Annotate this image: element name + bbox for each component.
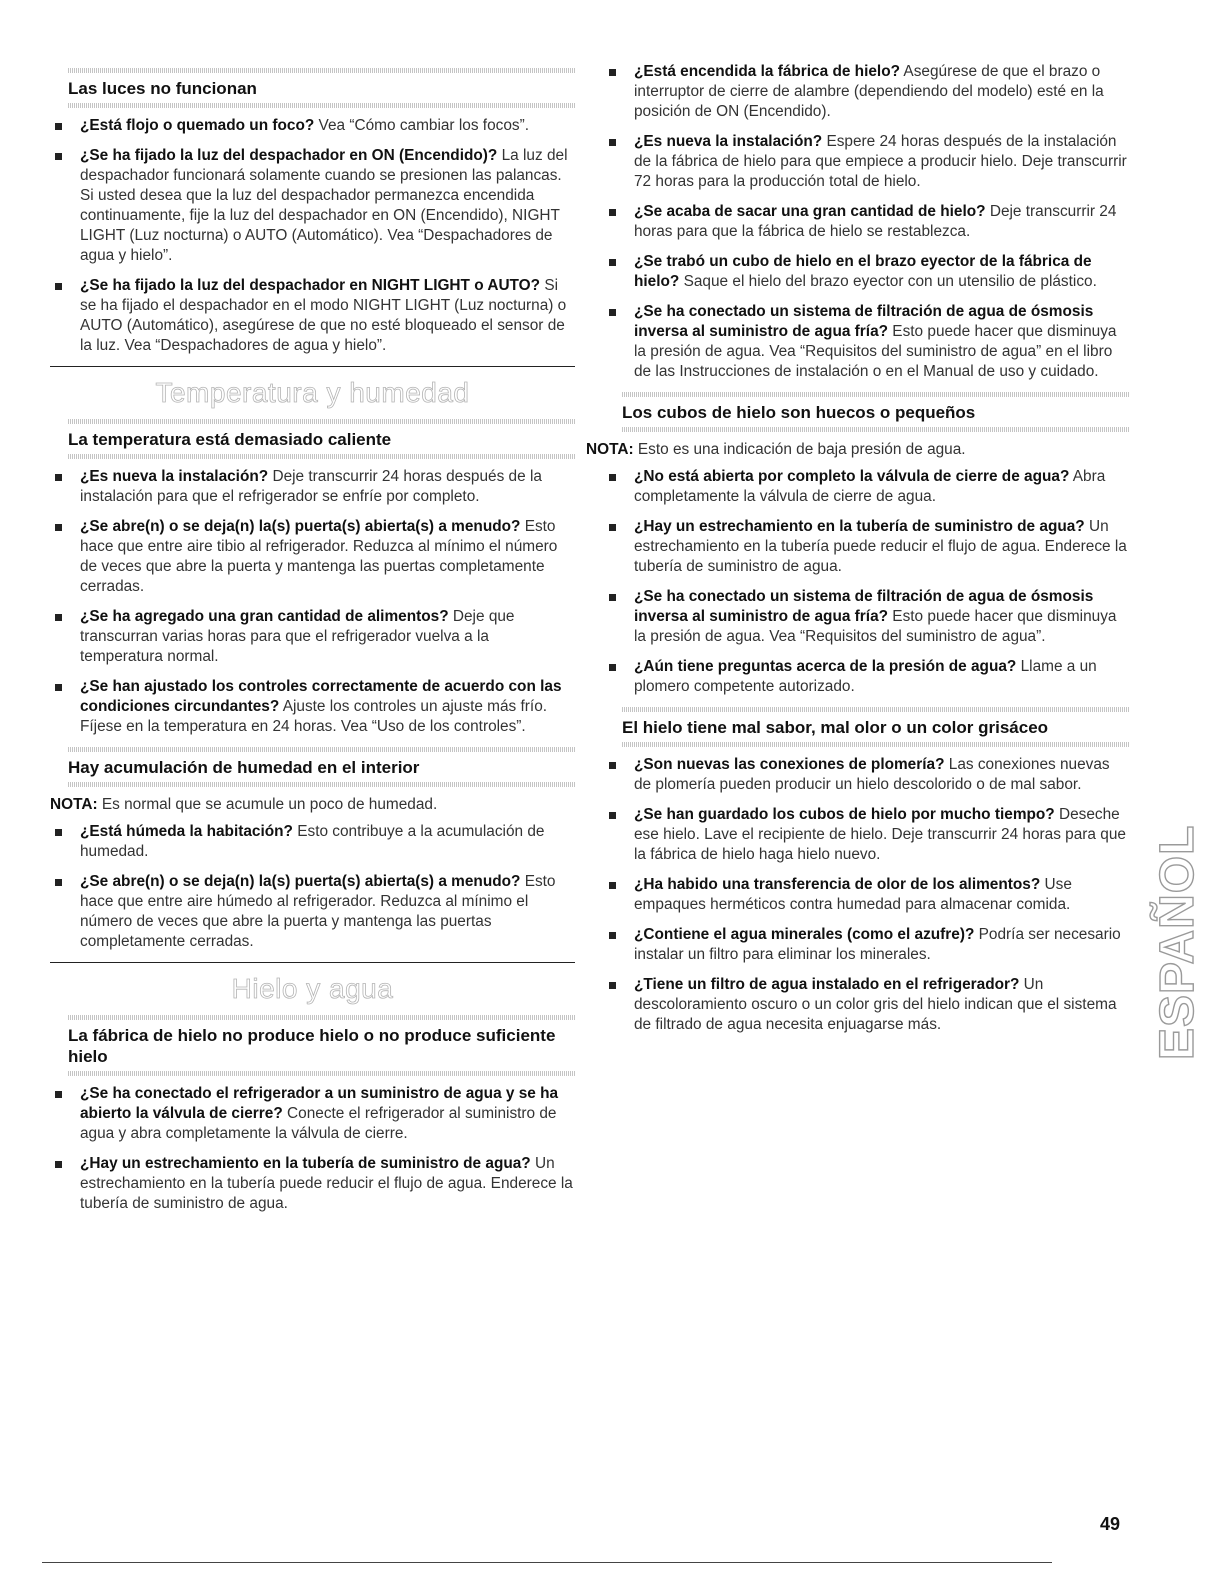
note-text: Es normal que se acumule un poco de humedad. xyxy=(97,796,438,813)
note-label: NOTA: xyxy=(50,796,98,813)
item-text: Esto hace que entre aire húmedo al refrigerador. Reduzca al mínimo el número de veces que abre la puerta y mantenga las puertas completamente cerradas. xyxy=(80,873,556,950)
list-item xyxy=(50,607,575,667)
item-text: Podría ser necesario instalar un filtro para eliminar los minerales. xyxy=(634,926,1121,963)
list-item xyxy=(50,146,575,266)
item-question: ¿Se ha fijado la luz del despachador en ON (Encendido)? xyxy=(80,147,498,164)
item-list xyxy=(50,116,575,356)
item-text: Si se ha fijado el despachador en el modo NIGHT LIGHT (Luz nocturna) o AUTO (Automático), asegúrese de que no esté bloqueado el sensor de la luz. Vea “Despachadores de agua y hielo”. xyxy=(80,277,567,354)
item-text: Conecte el refrigerador al suministro de agua y abra completamente la válvula de cierre. xyxy=(80,1105,557,1142)
item-question: ¿Se ha conectado el refrigerador a un suministro de agua y se ha abierto la válvula de cierre? xyxy=(80,1085,559,1122)
list-item xyxy=(604,302,1129,382)
list-item xyxy=(604,755,1129,795)
hatch-rule xyxy=(622,427,1129,432)
item-question: ¿Tiene un filtro de agua instalado en el refrigerador? xyxy=(634,976,1020,993)
note-text: Esto es una indicación de baja presión de agua. xyxy=(633,441,966,458)
item-text: Esto hace que entre aire tibio al refrigerador. Reduzca al mínimo el número de veces que abre la puerta y mantenga las puertas completamente cerradas. xyxy=(80,518,558,595)
item-question: ¿Se ha agregado una gran cantidad de alimentos? xyxy=(80,608,449,625)
section-heading-luces: Las luces no funcionan xyxy=(68,79,257,98)
list-item xyxy=(604,925,1129,965)
hatch-rule xyxy=(68,68,575,73)
item-question: ¿Hay un estrechamiento en la tubería de suministro de agua? xyxy=(80,1155,531,1172)
item-text: Espere 24 horas después de la instalación de la fábrica de hielo para que empiece a producir hielo. Deje transcurrir 72 horas para la producción total de hielo. xyxy=(634,133,1127,190)
item-question: ¿Contiene el agua minerales (como el azufre)? xyxy=(634,926,975,943)
list-item xyxy=(604,875,1129,915)
item-question: ¿Son nuevas las conexiones de plomería? xyxy=(634,756,945,773)
section-heading-temperatura: La temperatura está demasiado caliente xyxy=(68,430,392,449)
item-question: ¿Se acaba de sacar una gran cantidad de hielo? xyxy=(634,203,986,220)
hatch-rule xyxy=(622,742,1129,747)
item-text: Las conexiones nuevas de plomería pueden producir un hielo descolorido o de mal sabor. xyxy=(634,756,1110,793)
list-item xyxy=(50,276,575,356)
item-text: Esto puede hacer que disminuya la presión de agua. Vea “Requisitos del suministro de agua” en el libro de las Instrucciones de instalación o en el Manual de uso y cuidado. xyxy=(634,323,1117,380)
hatch-rule xyxy=(622,392,1129,397)
list-item xyxy=(604,587,1129,647)
category-title-hielo: Hielo y agua xyxy=(50,962,575,1009)
item-question: ¿Está flojo o quemado un foco? xyxy=(80,117,315,134)
hatch-rule xyxy=(622,707,1129,712)
item-list xyxy=(50,822,575,952)
list-item xyxy=(604,517,1129,577)
section-heading-humedad: Hay acumulación de humedad en el interior xyxy=(68,758,420,777)
item-text: Deje que transcurran varias horas para que el refrigerador vuelva a la temperatura normal. xyxy=(80,608,515,665)
item-text: Un estrechamiento en la tubería puede reducir el flujo de agua. Enderece la tubería de suministro de agua. xyxy=(634,518,1127,575)
list-item xyxy=(50,822,575,862)
item-text: Deje transcurrir 24 horas para que la fábrica de hielo se restablezca. xyxy=(634,203,1117,240)
list-item xyxy=(604,202,1129,242)
section-heading-cubos: Los cubos de hielo son huecos o pequeños xyxy=(622,403,976,422)
hatch-rule xyxy=(68,454,575,459)
item-text: Esto puede hacer que disminuya la presión de agua. Vea “Requisitos del suministro de agua”. xyxy=(634,608,1117,645)
list-item xyxy=(50,1154,575,1214)
list-item xyxy=(604,62,1129,122)
list-item xyxy=(604,975,1129,1035)
item-question: ¿Está encendida la fábrica de hielo? xyxy=(634,63,900,80)
hatch-rule xyxy=(68,103,575,108)
item-text: Esto contribuye a la acumulación de humedad. xyxy=(80,823,545,860)
item-text: Deje transcurrir 24 horas después de la instalación para que el refrigerador se enfríe por completo. xyxy=(80,468,542,505)
item-text: Use empaques herméticos contra humedad para almacenar comida. xyxy=(634,876,1072,913)
item-text: Vea “Cómo cambiar los focos”. xyxy=(314,117,529,134)
item-question: ¿Se han guardado los cubos de hielo por mucho tiempo? xyxy=(634,806,1055,823)
item-text: Ajuste los controles un ajuste más frío. Fíjese en la temperatura en 24 horas. Vea “Uso de los controles”. xyxy=(80,698,548,735)
list-item xyxy=(50,677,575,737)
list-item xyxy=(604,132,1129,192)
item-question: ¿Se trabó un cubo de hielo en el brazo eyector de la fábrica de hielo? xyxy=(634,253,1092,290)
item-text: Un descoloramiento oscuro o un color gris del hielo indican que el sistema de filtrado de agua necesita enjuagarse más. xyxy=(634,976,1117,1033)
item-question: ¿No está abierta por completo la válvula de cierre de agua? xyxy=(634,468,1070,485)
item-question: ¿Se han ajustado los controles correctamente de acuerdo con las condiciones circundantes? xyxy=(80,678,562,715)
list-item xyxy=(604,252,1129,292)
item-question: ¿Se ha conectado un sistema de filtración de agua de ósmosis inversa al suministro de agua fría? xyxy=(634,303,1094,340)
list-item xyxy=(604,657,1129,697)
item-question: ¿Ha habido una transferencia de olor de los alimentos? xyxy=(634,876,1041,893)
hatch-rule xyxy=(68,782,575,787)
item-text: La luz del despachador funcionará solamente cuando se presionen las palancas. Si usted desea que la luz del despachador permanezca encendida continuamente, fije la luz del despachador en ON (Encendido), NIGHT LIGHT (Luz nocturna) o AUTO (Automático). Vea “Despachadores de agua y hielo”. xyxy=(80,147,568,264)
section-heading-fabrica: La fábrica de hielo no produce hielo o no produce suficiente hielo xyxy=(68,1026,556,1066)
hatch-rule xyxy=(68,1015,575,1020)
item-text: Un estrechamiento en la tubería puede reducir el flujo de agua. Enderece la tubería de suministro de agua. xyxy=(80,1155,573,1212)
item-question: ¿Se ha fijado la luz del despachador en NIGHT LIGHT o AUTO? xyxy=(80,277,541,294)
list-item xyxy=(604,805,1129,865)
item-question: ¿Está húmeda la habitación? xyxy=(80,823,293,840)
hatch-rule xyxy=(68,419,575,424)
item-list xyxy=(604,467,1129,697)
list-item xyxy=(50,467,575,507)
right-column xyxy=(586,62,1129,1045)
note-label: NOTA: xyxy=(586,441,634,458)
item-question: ¿Es nueva la instalación? xyxy=(80,468,269,485)
left-column xyxy=(50,62,575,1224)
item-list xyxy=(604,755,1129,1035)
item-question: ¿Se ha conectado un sistema de filtración de agua de ósmosis inversa al suministro de agua fría? xyxy=(634,588,1094,625)
list-item xyxy=(50,1084,575,1144)
item-list xyxy=(604,62,1129,382)
item-question: ¿Hay un estrechamiento en la tubería de suministro de agua? xyxy=(634,518,1085,535)
item-question: ¿Se abre(n) o se deja(n) la(s) puerta(s) abierta(s) a menudo? xyxy=(80,518,521,535)
item-list xyxy=(50,1084,575,1214)
item-text: Llame a un plomero competente autorizado. xyxy=(634,658,1097,695)
list-item xyxy=(604,467,1129,507)
list-item xyxy=(50,116,575,136)
page-number: 49 xyxy=(1100,1514,1121,1534)
note xyxy=(586,440,1129,460)
list-item xyxy=(50,517,575,597)
item-question: ¿Es nueva la instalación? xyxy=(634,133,823,150)
item-question: ¿Se abre(n) o se deja(n) la(s) puerta(s) abierta(s) a menudo? xyxy=(80,873,521,890)
hatch-rule xyxy=(68,747,575,752)
section-heading-sabor: El hielo tiene mal sabor, mal olor o un color grisáceo xyxy=(622,718,1049,737)
item-text: Saque el hielo del brazo eyector con un utensilio de plástico. xyxy=(679,273,1097,290)
category-title-temperatura: Temperatura y humedad xyxy=(50,366,575,413)
item-list xyxy=(50,467,575,737)
item-text: Abra completamente la válvula de cierre de agua. xyxy=(634,468,1106,505)
item-question: ¿Aún tiene preguntas acerca de la presión de agua? xyxy=(634,658,1017,675)
language-tab: ESPAÑOL xyxy=(1151,824,1204,1061)
item-text: Asegúrese de que el brazo o interruptor de cierre de alambre (dependiendo del modelo) esté en la posición de ON (Encendido). xyxy=(634,63,1104,120)
list-item xyxy=(50,872,575,952)
bottom-rule xyxy=(42,1562,1052,1563)
hatch-rule xyxy=(68,1071,575,1076)
item-text: Deseche ese hielo. Lave el recipiente de hielo. Deje transcurrir 24 horas para que la fábrica de hielo haga hielo nuevo. xyxy=(634,806,1126,863)
note xyxy=(50,795,575,815)
